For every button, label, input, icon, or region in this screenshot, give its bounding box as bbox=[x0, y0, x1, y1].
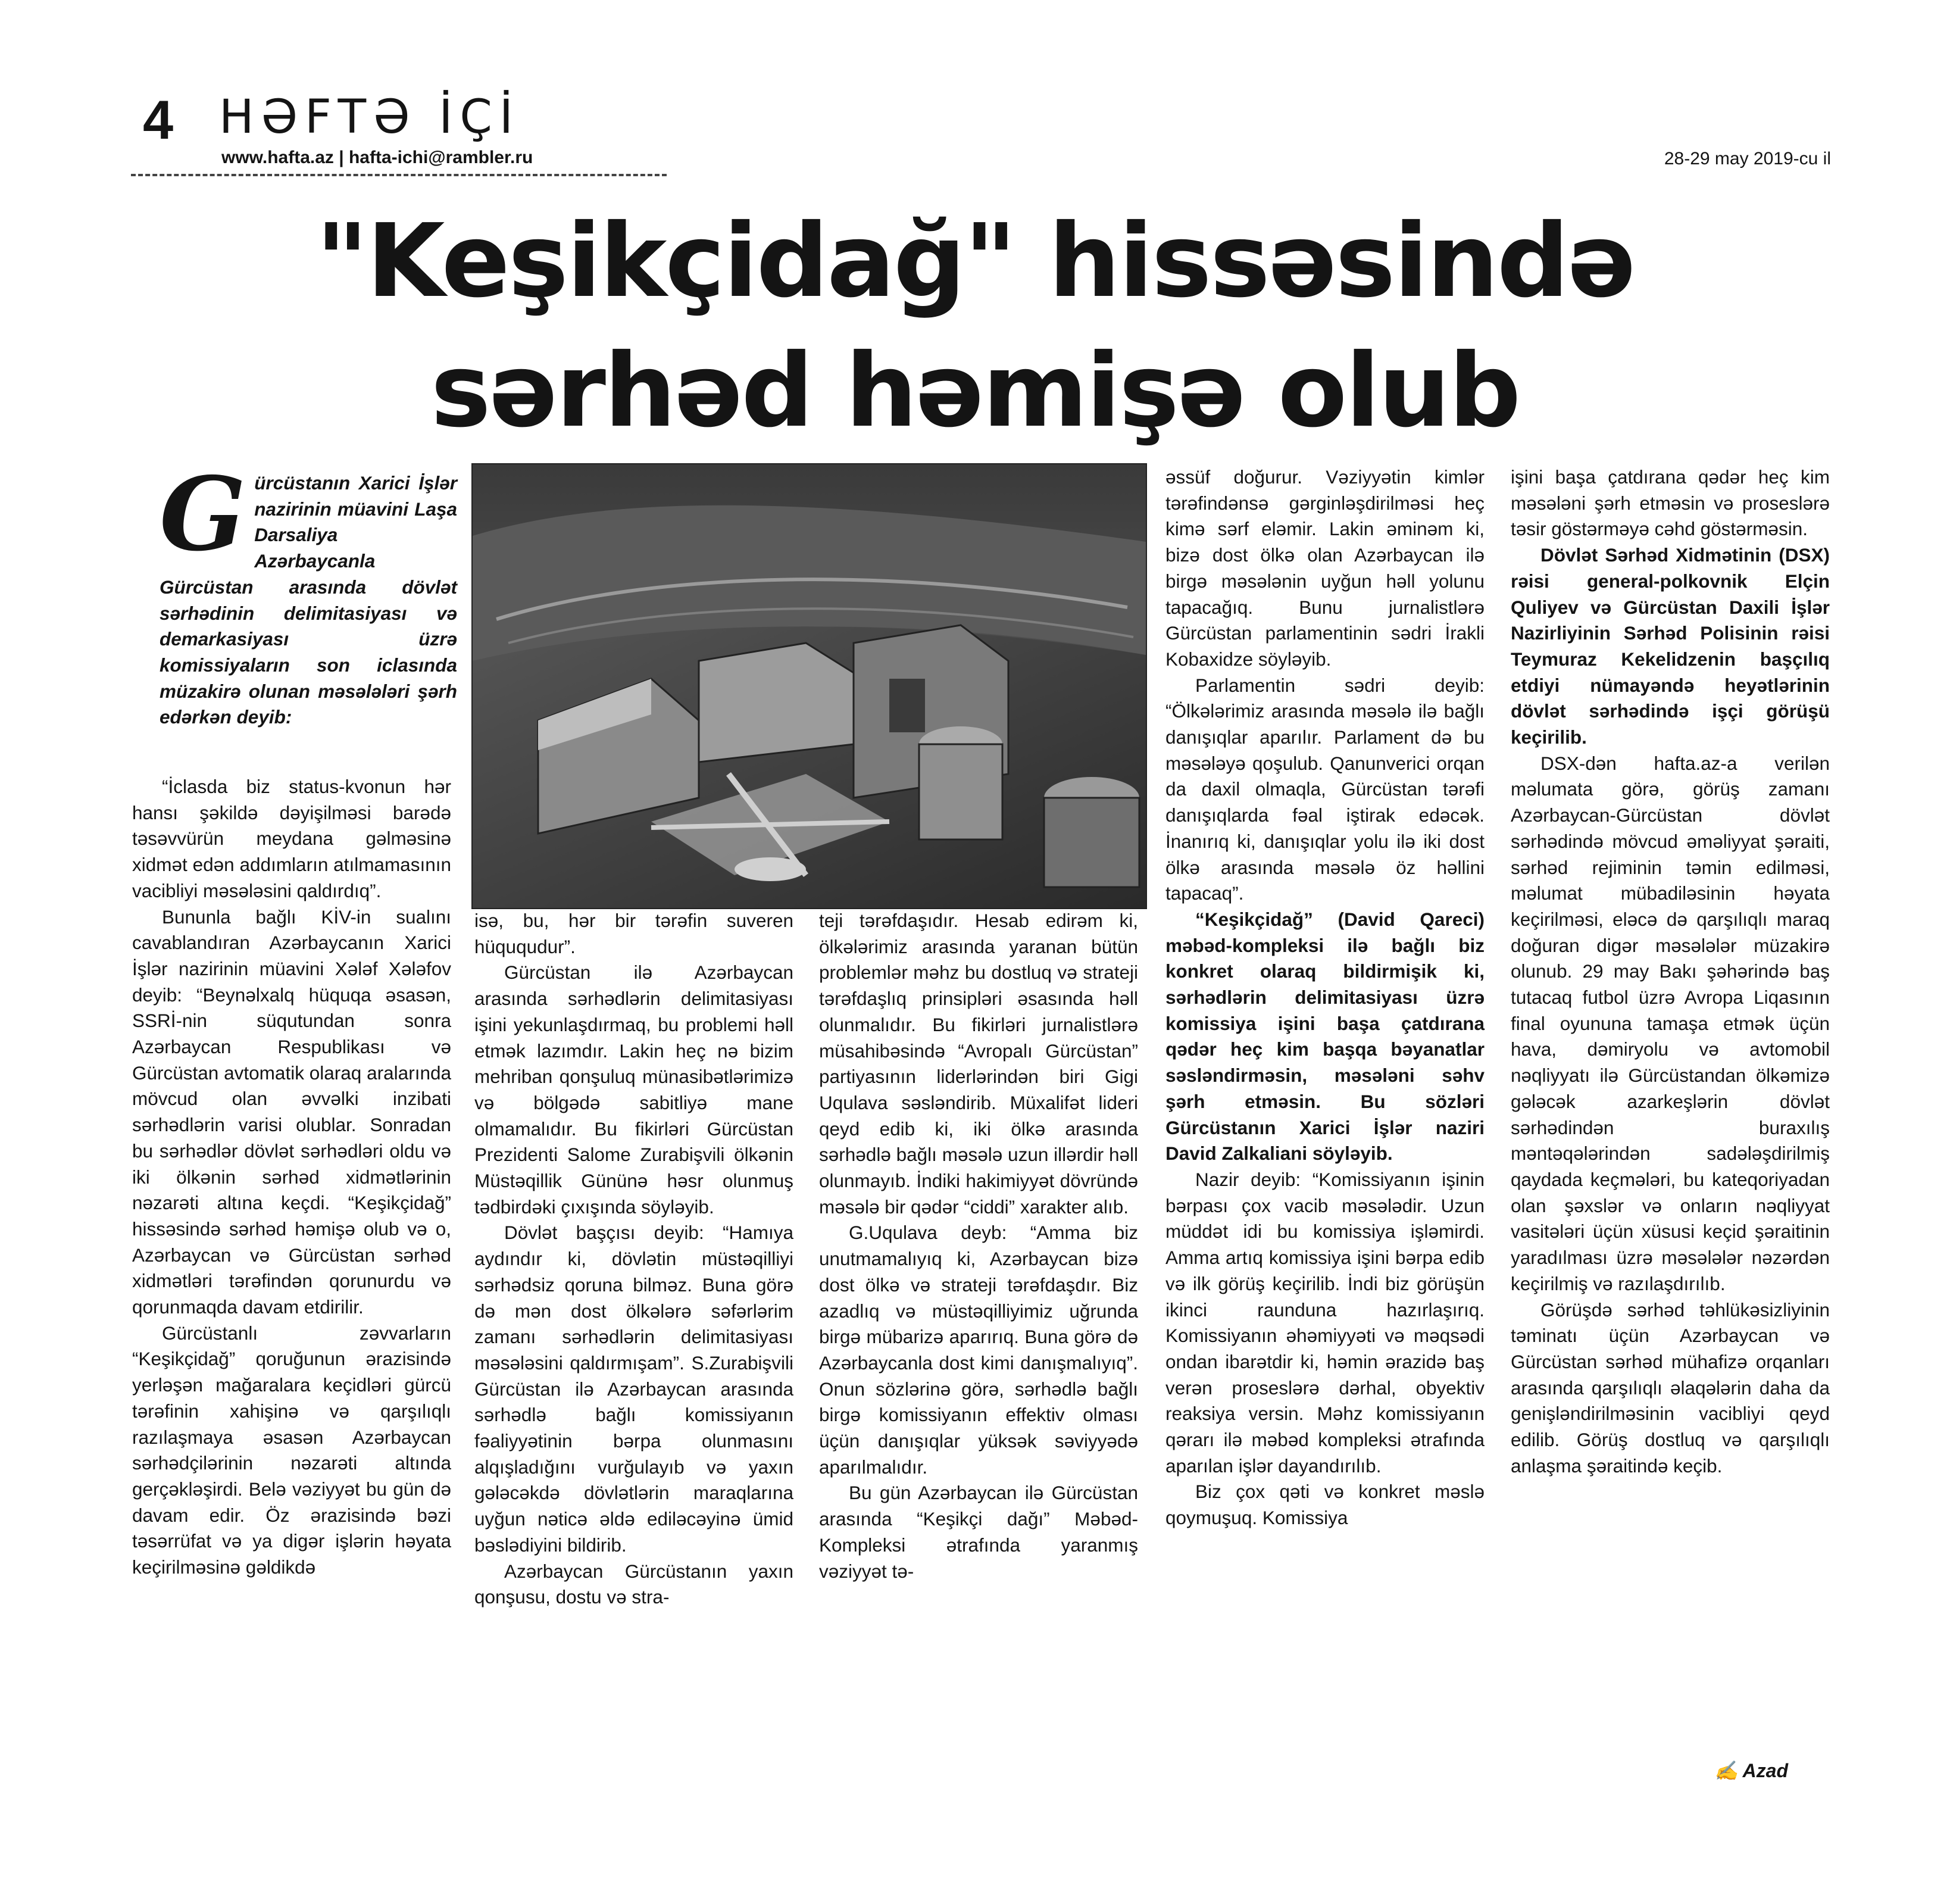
paragraph: Gürcüstan ilə Azərbaycan arasında sərhədlərin delimitasiyası işini yekunlaşdırmaq, bu problemi həll etmək lazımdır. Lakin heç nə bizim mehriban qonşuluq münasibətlərimizə və bölgədə sabitliyə mane olmamalıdır. Bu fikirləri Gürcüstan Prezidenti Salome Zurabişvili ölkənin Müstəqillik Gününə həsr olunmuş tədbirdəki çıxışında söyləyib. bbox=[474, 962, 793, 1218]
headline-line-1: "Keşikçidağ" hissəsində bbox=[315, 202, 1635, 320]
headline-line-2: sərhəd həmişə olub bbox=[430, 332, 1520, 450]
paragraph: Nazir deyib: “Komissiyanın işinin bərpası çox vacib məsələdir. Uzun müddət idi bu komissiya işləmirdi. Amma artıq komissiya işini bərpa edib və ilk görüş keçirilib. İndi biz görüşün ikinci raunduna hazırlaşırıq. Komissiyanın əhəmiyyəti və məqsədi ondan ibarətdir ki, həmin ərazidə baş verən proseslərə dərhal, obyektiv reaksiya versin. Məhz komissiyanın qərarı ilə məbəd kompleksi ətrafında aparılan işlər dayandırılıb. bbox=[1165, 1168, 1485, 1477]
article-column-5 bbox=[1511, 464, 1830, 1479]
article-column-1 bbox=[132, 774, 451, 1581]
paragraph: Biz çox qəti və konkret məslə qoymuşuq. Komissiya bbox=[1165, 1481, 1485, 1529]
pen-icon: ✍ bbox=[1714, 1760, 1743, 1781]
header-divider bbox=[131, 174, 667, 176]
author-name: Azad bbox=[1742, 1760, 1788, 1781]
paragraph: Dövlət Sərhəd Xidmətinin (DSX) rəisi general-polkovnik Elçin Quliyev və Gürcüstan Daxili İşlər Nazirliyinin Sərhəd Polisinin rəisi Teymuraz Kekelidzenin başçılıq etdiyi nümayəndə heyətlərinin dövlət sərhədində işçi görüşü keçirilib. bbox=[1511, 544, 1830, 748]
paragraph: Gürcüstanlı zəvvarların “Keşikçidağ” qoruğunun ərazisində yerləşən mağaralara keçidləri gürcü tərəfinin xahişinə və qarşılıqlı razılaşmaya əsasən Azərbaycan sərhədçilərinin nəzarəti altında gerçəkləşirdi. Belə vəziyyət bu gün də davam edir. Öz ərazisində bəzi təsərrüfat və ya digər işlərin həyata keçirilməsinə gəldikdə bbox=[132, 1322, 451, 1578]
paragraph: “İclasda biz status-kvonun hər hansı şəkildə dəyişilməsi barədə təsəvvürün meydana gəlməsinə xidmət edən addımların atılmamasının vacibliyi məsələsini qaldırdıq”. bbox=[132, 776, 451, 901]
paragraph: əssüf doğurur. Vəziyyətin kimlər tərəfindənsə gərginləşdirilməsi heç kimə sərf eləmir. Lakin əminəm ki, bizə dost ölkə olan Azərbaycan ilə birgə məsələnin uyğun həll yolunu tapacağıq. Bunu jurnalistlərə Gürcüstan parlamentinin sədri İrakli Kobaxidze söyləyib. bbox=[1165, 466, 1485, 670]
newspaper-title: HƏFTƏ İÇİ bbox=[219, 90, 520, 144]
article-lead bbox=[160, 455, 457, 731]
page-number: 4 bbox=[143, 90, 174, 151]
issue-date: 28-29 may 2019-cu il bbox=[1664, 149, 1831, 168]
paragraph: Görüşdə sərhəd təhlükəsizliyinin təminatı üçün Azərbaycan və Gürcüstan sərhəd mühafizə orqanları arasında qarşılıqlı əlaqələrin daha da genişləndirilməsinin vacibliyi qeyd edilib. Görüş dostluq və qarşılıqlı anlaşma şəraitində keçib. bbox=[1511, 1299, 1830, 1477]
monastery-photo-icon bbox=[471, 463, 1147, 909]
paragraph: “Keşikçidağ” (David Qareci) məbəd-kompleksi ilə bağlı biz konkret olaraq bildirmişik ki, sərhədlərin delimitasiyası üzrə komissiya işini başa çatdırana qədər heç kim başqa bəyanatlar səsləndirməsin, məsələni səhv şərh etməsin. Bu sözləri Gürcüstanın Xarici İşlər naziri David Zalkaliani söyləyib. bbox=[1165, 908, 1485, 1165]
paragraph: isə, bu, hər bir tərəfin suveren hüququdur”. bbox=[474, 910, 793, 957]
paragraph: işini başa çatdırana qədər heç kim məsələni şərh etməsin və proseslərə təsir göstərməyə cəhd göstərməsin. bbox=[1511, 466, 1830, 540]
paragraph: Bu gün Azərbaycan ilə Gürcüstan arasında “Keşikçi dağı” Məbəd-Kompleksi ətrafında yaranmış vəziyyət tə- bbox=[819, 1482, 1138, 1582]
paragraph: Parlamentin sədri deyib: “Ölkələrimiz arasında məsələ ilə bağlı danışıqlar aparılır. Parlament də bu məsələyə qoşulub. Qanunverici orqan da daxil olmaqla, Gürcüstan tərəfi danışıqlarda fəal iştirak edəcək. İnanırıq ki, danışıqlar yolu ilə iki dost ölkə arasında məsələ öz həllini tapacaq”. bbox=[1165, 674, 1485, 904]
paragraph: teji tərəfdaşıdır. Hesab edirəm ki, ölkələrimiz arasında yaranan bütün problemlər məhz bu dostluq və strateji tərəfdaşlıq prinsipləri əsasında həll olunmalıdır. Bu fikirləri jurnalistlərə müsahibəsində “Avropalı Gürcüstan” partiyasının liderlərindən biri Gigi Uqulava səsləndirib. Müxalifət lideri qeyd edib ki, iki ölkə arasında sərhədlə bağlı məsələ uzun illərdir həll olunmayıb. İndiki hakimiyyət dövründə məsələ bir qədər “ciddi” xarakter alıb. bbox=[819, 910, 1138, 1218]
article-column-3 bbox=[819, 908, 1138, 1584]
paragraph: DSX-dən hafta.az-a verilən məlumata görə, görüş zamanı Azərbaycan-Gürcüstan dövlət sərhədində mövcud əməliyyat şəraiti, sərhəd rejiminin təmin edilməsi, məlumat mübadiləsinin həyata keçirilməsi, eləcə də qarşılıqlı maraq doğuran digər məsələlər müzakirə olunub. 29 may Bakı şəhərində baş tutacaq futbol üzrə Avropa Liqasının final oyununa tamaşa etmək üçün hava, dəmiryolu və avtomobil nəqliyyatı ilə Gürcüstandan ölkəmizə gələcək azarkeşlərin dövlət sərhədindən buraxılış məntəqələrindən sadələşdirilmiş qaydada keçmələri, bu kateqoriyadan olan şəxslər və onların nəqliyyat vasitələri üçün xüsusi keçid şəraitinin yaradılması üzrə məsələlər nəzərdən keçirilmiş və razılaşdırılıb. bbox=[1511, 752, 1830, 1294]
website-email: www.hafta.az | hafta-ichi@rambler.ru bbox=[221, 148, 533, 167]
paragraph: Dövlət başçısı deyib: “Hamıya aydındır ki, dövlətin müstəqilliyi sərhədsiz qoruna bilməz. Buna görə də mən dost ölkələrə səfərlərim zamanı sərhədlərin delimitasiyası məsələsini qaldırmışam”. S.Zurabişvili Gürcüstan ilə Azərbaycan arasında sərhədlə bağlı komissiyanın fəaliyyətinin bərpa olunmasını alqışladığını vurğulayıb və yaxın gələcəkdə dövlətlərin maraqlarına uyğun nəticə əldə ediləcəyinə ümid bəslədiyini bildirib. bbox=[474, 1222, 793, 1556]
lead-text: ürcüstanın Xarici İşlər nazirinin müavini Laşa Darsaliya Azərbaycanla Gürcüstan arasında dövlət sərhədinin delimitasiyası və demarkasiyası üzrə komissiyaların son iclasında müzakirə olunan məsələləri şərh edərkən deyib: bbox=[160, 472, 457, 728]
article-column-2 bbox=[474, 908, 793, 1610]
paragraph: G.Uqulava deyb: “Amma biz unutmamalıyıq ki, Azərbaycan bizə dost ölkə və strateji tərəfdaşdır. Biz azadlıq və müstəqilliyimiz uğrunda birgə mübarizə aparırıq. Buna görə də Azərbaycanla dost kimi danışmalıyıq”. Onun sözlərinə görə, sərhədlə bağlı birgə komissiyanın effektiv olması üçün danışıqlar yüksək səviyyədə aparılmalıdır. bbox=[819, 1222, 1138, 1478]
paragraph: Azərbaycan Gürcüstanın yaxın qonşusu, dostu və stra- bbox=[474, 1560, 793, 1608]
drop-cap: G bbox=[160, 455, 246, 574]
paragraph: Bununla bağlı KİV-in sualını cavablandıran Azərbaycanın Xarici İşlər nazirinin müavini Xələf Xələfov deyib: “Beynəlxalq hüquqa əsasən, SSRİ-nin süqutundan sonra Azərbaycan Respublikası və Gürcüstan avtomatik olaraq aralarında mövcud olan əvvəlki inzibati sərhədlərin varisi olublar. Sonradan bu sərhədlər dövlət sərhədləri oldu və iki ölkənin sərhəd xidmətlərinin nəzarəti altına keçdi. “Keşikçidağ” hissəsində sərhəd həmişə olub və o, Azərbaycan və Gürcüstan sərhəd xidmətləri tərəfindən qorunurdu və qorunmaqda davam etdirilir. bbox=[132, 906, 451, 1318]
article-column-4 bbox=[1165, 464, 1485, 1531]
author-signature bbox=[1714, 1759, 1788, 1782]
article-headline bbox=[0, 196, 1950, 456]
